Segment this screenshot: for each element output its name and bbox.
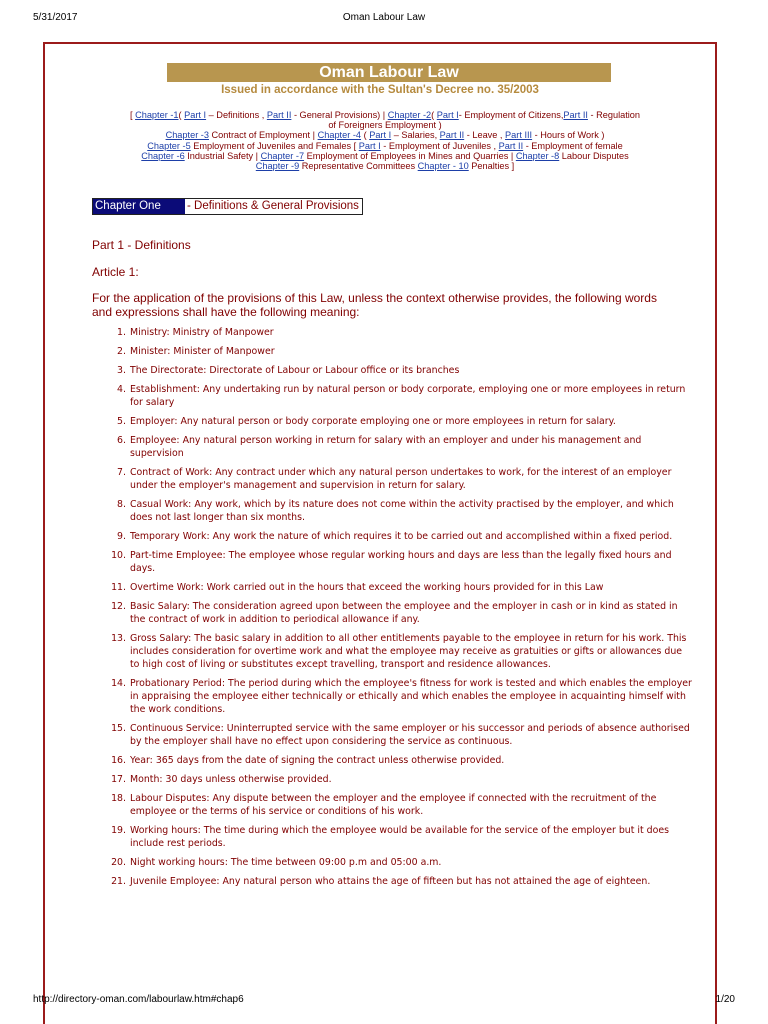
definition-item — [92, 549, 692, 575]
definition-number: 16. — [111, 755, 126, 766]
definition-item — [92, 364, 692, 377]
intro-paragraph: For the application of the provisions of this Law, unless the context otherwise provides, the following words and expressions shall have the following meaning: — [92, 291, 657, 319]
definition-item — [92, 581, 692, 594]
definition-text: Part-time Employee: The employee whose regular working hours and days are less than the legally fixed hours and days. — [130, 550, 672, 574]
toc-link[interactable]: Part II — [439, 130, 465, 141]
definition-number: 13. — [111, 633, 126, 644]
toc-text: ( — [178, 110, 185, 120]
definition-item — [92, 875, 692, 888]
part-heading: Part 1 - Definitions — [92, 238, 191, 252]
toc-text: – Salaries, — [391, 130, 440, 141]
definition-number: 3. — [117, 365, 126, 376]
definition-number: 21. — [111, 876, 126, 887]
toc-link[interactable]: Chapter -2 — [387, 110, 432, 120]
definition-number: 19. — [111, 825, 126, 836]
definition-text: Ministry: Ministry of Manpower — [130, 327, 274, 338]
print-footer — [0, 994, 768, 1008]
definition-item — [92, 434, 692, 460]
toc-link[interactable]: Part I — [369, 130, 392, 141]
toc-link[interactable]: Chapter -1 — [135, 110, 179, 120]
definition-item — [92, 466, 692, 492]
definition-item — [92, 498, 692, 524]
toc-link[interactable]: Chapter - 10 — [417, 161, 469, 172]
toc-text: Industrial Safety | — [184, 150, 261, 161]
chapter-heading — [92, 198, 363, 215]
toc-link[interactable]: Part II — [498, 140, 524, 151]
definition-number: 7. — [117, 467, 126, 478]
definition-text: Month: 30 days unless otherwise provided. — [130, 774, 332, 785]
toc-text: ( — [431, 110, 437, 120]
definition-text: Temporary Work: Any work the nature of which requires it to be carried out and accomplished within a fixed period. — [130, 531, 673, 542]
definitions-list — [92, 326, 692, 894]
definition-text: Gross Salary: The basic salary in addition to all other entitlements payable to the employee in return for his work. This includes consideration for overtime work and what the employee may receive as gratuities or gifts or allowances due to high cost of living or substitutes except travelling, transport and residence allowances. — [130, 633, 687, 670]
toc-link[interactable]: Part II — [266, 110, 292, 120]
definition-text: Continuous Service: Uninterrupted service with the same employer or his successor and periods of absence authorised by the employer shall have no effect upon considering the service as continuous. — [130, 723, 690, 747]
toc-link[interactable]: Chapter -5 — [147, 140, 191, 151]
toc-text: - Employment of Citizens, — [458, 110, 564, 120]
document-frame — [43, 42, 717, 1024]
definition-item — [92, 773, 692, 786]
toc-link[interactable]: Part III — [505, 130, 533, 141]
toc-link[interactable]: Chapter -9 — [255, 161, 300, 172]
toc-text: Employment of Juveniles and Females [ — [190, 140, 359, 151]
toc-link[interactable]: Part II — [563, 110, 588, 120]
definition-number: 10. — [111, 550, 126, 561]
document-title: Oman Labour Law — [167, 63, 611, 82]
toc-text: - Leave , — [464, 130, 506, 141]
definition-item — [92, 600, 692, 626]
definition-item — [92, 383, 692, 409]
definition-number: 12. — [111, 601, 126, 612]
definition-text: Minister: Minister of Manpower — [130, 346, 275, 357]
definition-item — [92, 415, 692, 428]
definition-item — [92, 792, 692, 818]
definition-number: 18. — [111, 793, 126, 804]
definition-text: Probationary Period: The period during which the employee's fitness for work is tested and which enables the employer in appraising the employee either technically or ethically and which enables the employee in acquainting himself with the work conditions. — [130, 678, 692, 715]
definition-number: 8. — [117, 499, 126, 510]
definition-number: 14. — [111, 678, 126, 689]
definition-item — [92, 856, 692, 869]
definition-number: 4. — [117, 384, 126, 395]
definition-text: Juvenile Employee: Any natural person who attains the age of fifteen but has not attained the age of eighteen. — [130, 876, 651, 887]
print-date: 5/31/2017 — [33, 12, 78, 23]
toc-line — [85, 110, 685, 120]
definition-text: Basic Salary: The consideration agreed upon between the employee and the employer in cash or in kind as stated in the contract of work in addition to periodical allowance if any. — [130, 601, 678, 625]
definition-item — [92, 632, 692, 671]
toc-text: – Definitions , — [206, 110, 267, 120]
definition-number: 5. — [117, 416, 126, 427]
document-subtitle: Issued in accordance with the Sultan's Decree no. 35/2003 — [221, 84, 539, 96]
definition-item — [92, 754, 692, 767]
toc-text: ( — [361, 130, 370, 141]
toc-text: - Employment of female — [523, 140, 623, 151]
toc-text: Employment of Employees in Mines and Quarries | — [304, 150, 516, 161]
definition-text: Employee: Any natural person working in return for salary with an employer and under his management and supervision — [130, 435, 642, 459]
toc-line — [85, 130, 685, 140]
toc-link[interactable]: Chapter -3 — [165, 130, 209, 141]
definition-text: Night working hours: The time between 09:00 p.m and 05:00 a.m. — [130, 857, 442, 868]
toc-link[interactable]: Part I — [184, 110, 207, 120]
toc-text: Penalties ] — [468, 161, 515, 172]
definition-text: Contract of Work: Any contract under which any natural person undertakes to work, for the interest of an employer under the employer's management and supervision in return for salary. — [130, 467, 672, 491]
toc-text: - Regulation — [587, 110, 641, 120]
toc-link[interactable]: Chapter -4 — [317, 130, 362, 141]
definition-item — [92, 326, 692, 339]
definition-text: Casual Work: Any work, which by its nature does not come within the activity practised by the employer, and which does not last longer than six months. — [130, 499, 674, 523]
toc-link[interactable]: Chapter -8 — [515, 150, 560, 161]
toc-text: - Employment of Juveniles , — [380, 140, 499, 151]
toc-link[interactable]: Chapter -7 — [260, 150, 305, 161]
chapter-title: - Definitions & General Provisions — [185, 199, 362, 214]
toc-line — [85, 141, 685, 151]
definition-item — [92, 345, 692, 358]
toc-text: - Hours of Work ) — [532, 130, 605, 141]
toc-link[interactable]: Chapter -6 — [141, 150, 185, 161]
definition-item — [92, 677, 692, 716]
definition-text: Employer: Any natural person or body corporate employing one or more employees in return for salary. — [130, 416, 616, 427]
definition-text: Overtime Work: Work carried out in the hours that exceed the working hours provided for in this Law — [130, 582, 604, 593]
definition-number: 2. — [117, 346, 126, 357]
toc-text: - General Provisions) | — [291, 110, 388, 120]
toc-line — [85, 120, 685, 130]
definition-text: Year: 365 days from the date of signing the contract unless otherwise provided. — [130, 755, 505, 766]
toc-link[interactable]: Part I — [436, 110, 459, 120]
definition-number: 6. — [117, 435, 126, 446]
definition-item — [92, 824, 692, 850]
definition-number: 11. — [111, 582, 126, 593]
definition-number: 20. — [111, 857, 126, 868]
definition-number: 15. — [111, 723, 126, 734]
definition-text: The Directorate: Directorate of Labour or Labour office or its branches — [130, 365, 460, 376]
toc-line — [85, 161, 685, 171]
toc-text: Representative Committees — [299, 161, 418, 172]
toc-text: Contract of Employment | — [208, 130, 318, 141]
page-number: 1/20 — [715, 994, 735, 1005]
definition-number: 17. — [111, 774, 126, 785]
print-title: Oman Labour Law — [342, 12, 426, 23]
toc-link[interactable]: Part I — [358, 140, 381, 151]
definition-number: 1. — [117, 327, 126, 338]
toc-text: [ — [129, 110, 136, 120]
chapter-tag: Chapter One — [93, 199, 185, 214]
toc-line — [85, 151, 685, 161]
article-heading: Article 1: — [92, 265, 139, 279]
definition-text: Establishment: Any undertaking run by natural person or body corporate, employing one or more employees in return for salary — [130, 384, 686, 408]
definition-text: Working hours: The time during which the employee would be available for the service of the employer but it does include rest periods. — [130, 825, 669, 849]
toc-text: of Foreigners Employment ) — [328, 120, 442, 131]
definition-text: Labour Disputes: Any dispute between the employer and the employee if connected with the recruitment of the employee or the terms of his service or conditions of his work. — [130, 793, 657, 817]
table-of-contents — [85, 110, 685, 171]
definition-item — [92, 722, 692, 748]
definition-number: 9. — [117, 531, 126, 542]
print-header — [0, 12, 768, 26]
definition-item — [92, 530, 692, 543]
toc-text: Labour Disputes — [559, 150, 629, 161]
print-url: http://directory-oman.com/labourlaw.htm#chap6 — [33, 994, 244, 1005]
